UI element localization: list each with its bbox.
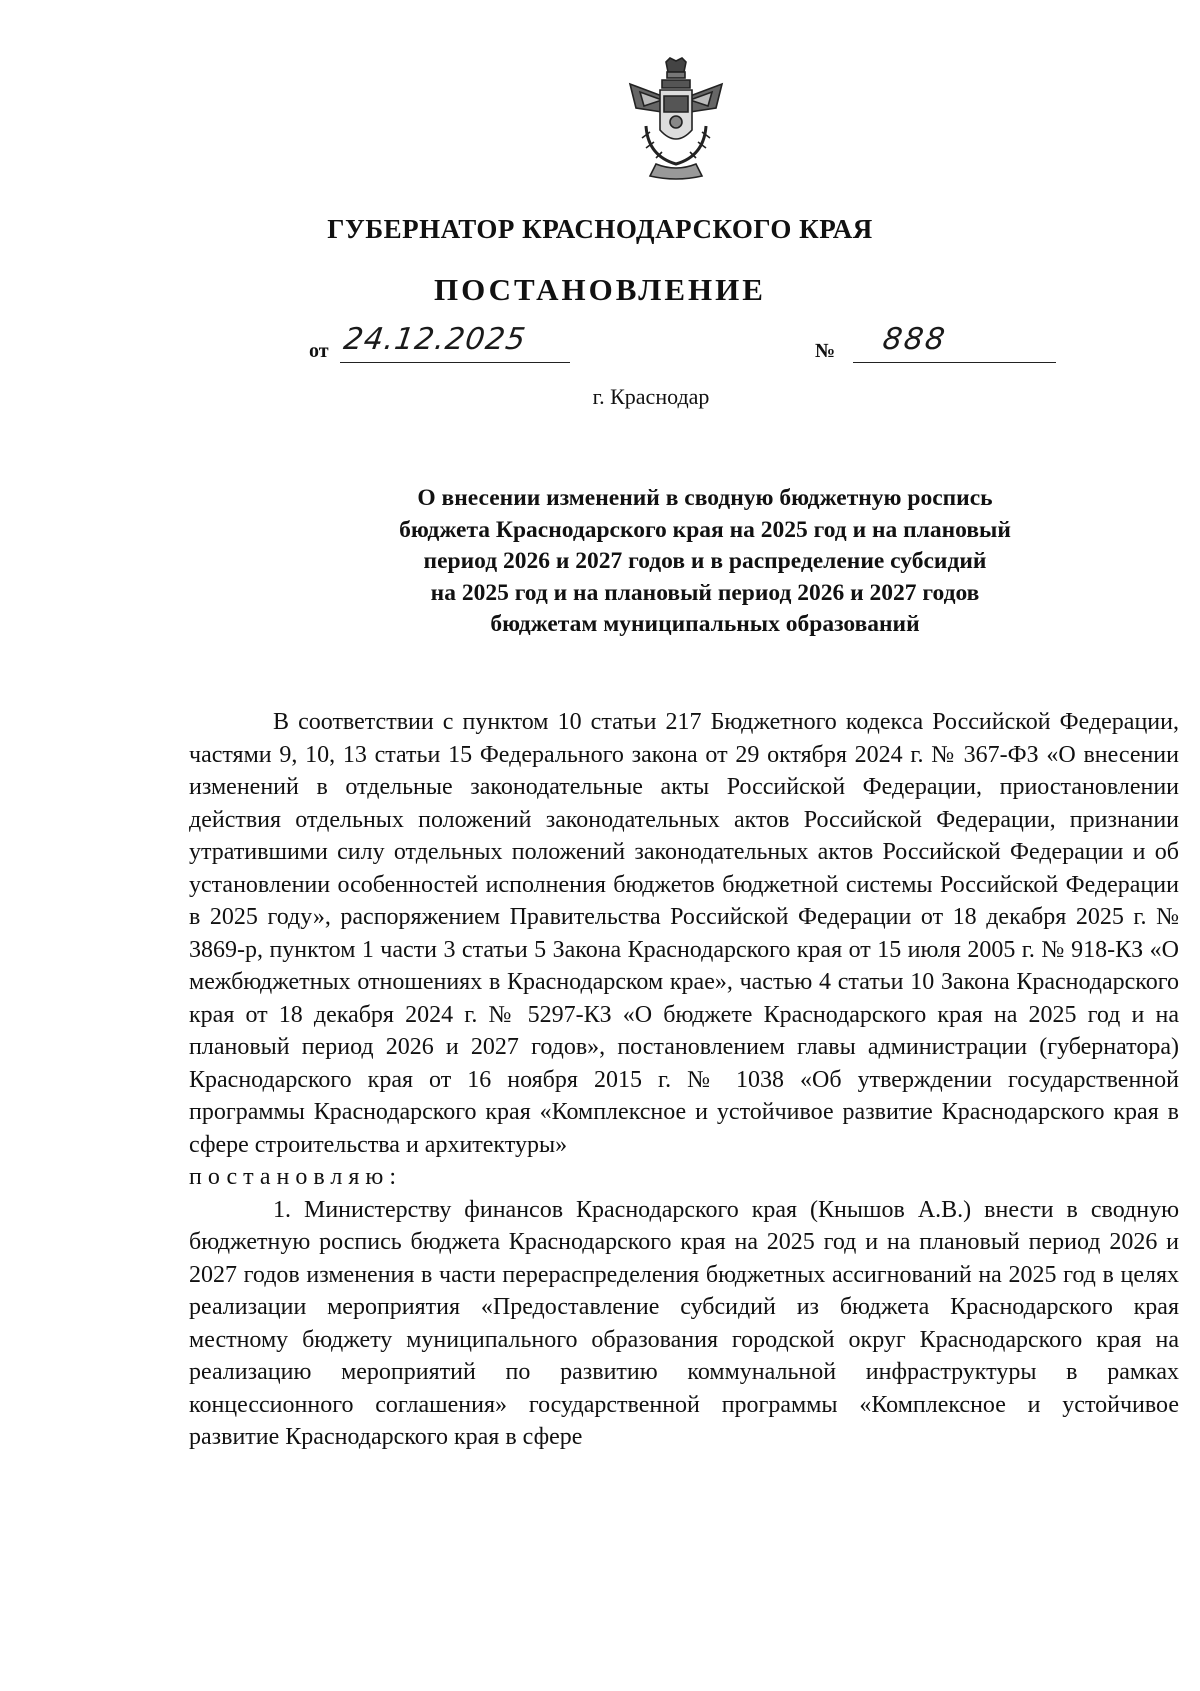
preamble-paragraph: В соответствии с пунктом 10 статьи 217 Бюджетного кодекса Российской Федерации, частями 9, 10, 13 статьи 15 Федерального закона от 29 октября 2024 г. № 367-ФЗ «О внесении изменений в отдельные законодательные акты Российской Федерации, приостановлении действия отдельных положений законодательных актов Российской Федерации, признании утратившими силу отдельных положений законодательных актов Российской Федерации и об установлении особенностей исполнения бюджетов бюджетной системы Российской Федерации в 2025 году», распоряжением Правительства Российской Федерации от 18 декабря 2025 г. № 3869-р, пунктом 1 части 3 статьи 5 Закона Краснодарского края от 15 июля 2005 г. № 918-КЗ «О межбюджетных отношениях в Краснодарском крае», частью 4 статьи 10 Закона Краснодарского края от 18 декабря 2024 г. № 5297-КЗ «О бюджете Краснодарского края на 2025 год и на плановый период 2026 и 2027 годов», постановлением главы администрации (губернатора) Краснодарского края от 16 ноября 2015 г. № 1038 «Об утверждении государственной программы Краснодарского края «Комплексное и устойчивое развитие Краснодарского края в сфере строительства и архитектуры» [189,709,1179,1158]
title-line: период 2026 и 2027 годов и в распределение субсидий [423,548,987,574]
title-line: бюджета Краснодарского края на 2025 год и на плановый [399,516,1011,543]
decree-title [290,483,1120,641]
date-prefix: от [309,340,329,362]
city-line: г. Краснодар [592,384,710,409]
title-line: О внесении изменений в сводную бюджетную роспись [417,485,993,511]
point-1-paragraph: 1. Министерству финансов Краснодарского края (Кнышов А.В.) внести в сводную бюджетную роспись бюджета Краснодарского края на 2025 год и на плановый период 2026 и 2027 годов изменения в части перераспределения бюджетных ассигнований на 2025 год в целях реализации мероприятия «Предоставление субсидий из бюджета Краснодарского края местному бюджету муниципального образования городской округ Краснодарского края на реализацию мероприятий по развитию коммунальной инфраструктуры в рамках концессионного соглашения» государственной программы «Комплексное и устойчивое развитие Краснодарского края в сфере [189,1196,1179,1450]
handwritten-number: 888 [880,322,949,357]
issuer-heading: ГУБЕРНАТОР КРАСНОДАРСКОГО КРАЯ [327,214,873,244]
number-field [853,322,1056,363]
decree-word: постановляю: [189,1164,402,1190]
title-line: на 2025 год и на плановый период 2026 и 2027 годов [430,579,980,606]
title-line: бюджетам муниципальных образований [490,611,920,637]
date-field [340,322,570,363]
coat-of-arms-emblem [622,56,730,186]
handwritten-date: 24.12.2025 [341,322,529,357]
number-sign: № [815,340,836,362]
decree-body [189,706,1179,1454]
document-type-heading: ПОСТАНОВЛЕНИЕ [434,272,766,307]
